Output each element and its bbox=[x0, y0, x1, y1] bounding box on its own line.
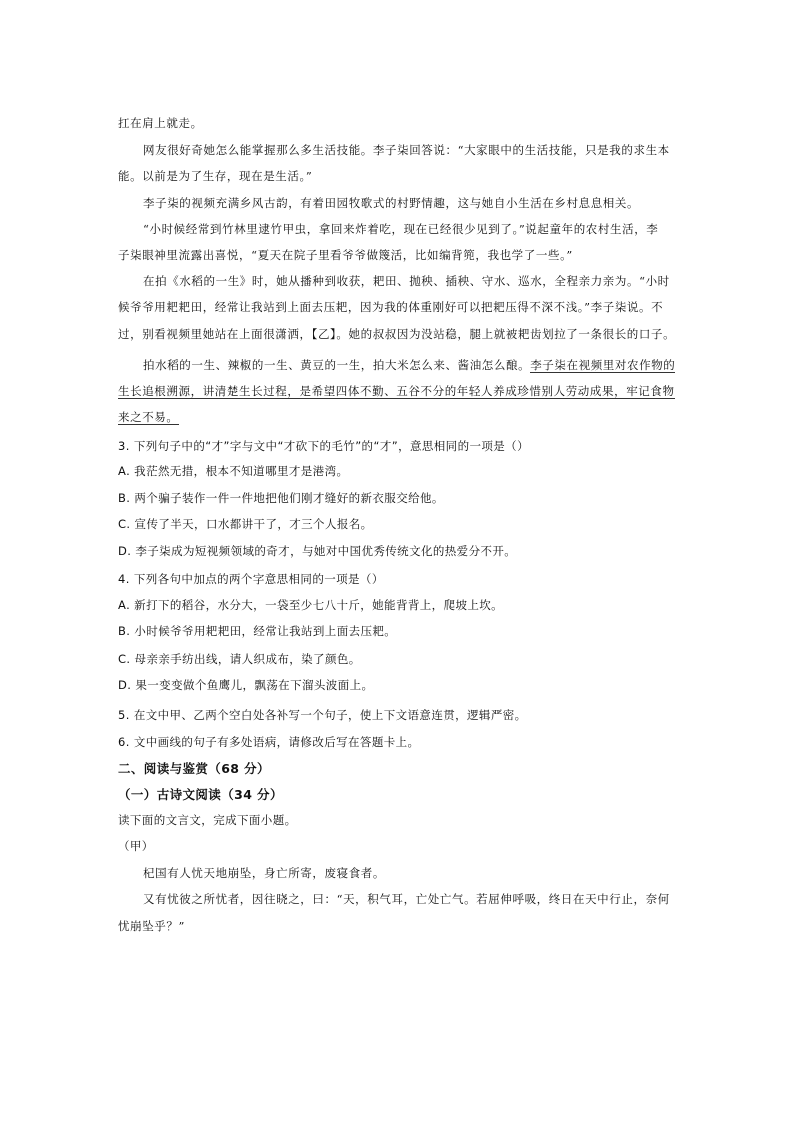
option-3a: A. 我茫然无措，根本不知道哪里才是港湾。 bbox=[118, 464, 349, 478]
underlined-sentence: 李子柒在视频里对农作物的 bbox=[530, 358, 676, 372]
passage-line bbox=[118, 382, 678, 400]
passage-line bbox=[143, 356, 678, 374]
option-4c: C. 母亲亲手纺出线，请人织成布，染了颜色。 bbox=[118, 652, 361, 666]
question-3: 3. 下列句子中的“才”字与文中“才砍下的毛竹”的“才”，意思相同的一项是（） bbox=[118, 439, 529, 453]
passage-line bbox=[118, 408, 678, 426]
question-6: 6. 文中画线的句子有多处语病，请修改后写在答题卡上。 bbox=[118, 735, 420, 749]
passage-line: “小时候经常到竹林里逮竹甲虫，拿回来炸着吃，现在已经很少见到了。”说起童年的农村生活，李 bbox=[143, 222, 659, 236]
subsection-title: （一）古诗文阅读（34 分） bbox=[118, 787, 283, 802]
option-4a: A. 新打下的稻谷，水分大，一袋至少七八十斤，她能背背上，爬坡上坎。 bbox=[118, 598, 504, 612]
question-4: 4. 下列各句中加点的两个字意思相同的一项是（） bbox=[118, 572, 384, 586]
passage-line: 过，别看视频里她站在上面很潇洒，【乙】。她的叔叔因为没站稳，腿上就被耙齿划拉了一条很长的口子。 bbox=[118, 327, 676, 341]
instruction: 读下面的文言文，完成下面小题。 bbox=[118, 813, 297, 827]
passage-line: 子柒眼神里流露出喜悦，“夏天在院子里看爷爷做篾活，比如编背篼，我也学了一些。” bbox=[118, 248, 573, 262]
passage-line: 李子柒的视频充满乡风古韵，有着田园牧歌式的村野情趣，这与她自小生活在乡村息息相关。 bbox=[143, 196, 640, 210]
classical-line: 又有忧彼之所忧者，因往晓之，曰：“天，积气耳，亡处亡气。若屈伸呼吸，终日在天中行止，奈何 bbox=[143, 892, 670, 906]
passage-text: 拍水稻的一生、辣椒的一生、黄豆的一生，拍大米怎么来、酱油怎么酿。 bbox=[143, 358, 531, 372]
option-4d: D. 果一变变做个鱼鹰儿，飘荡在下溜头波面上。 bbox=[118, 678, 374, 692]
passage-line: 候爷爷用耙耙田，经常让我站到上面去压耙，因为我的体重刚好可以把耙压得不深不浅。”李子柒说。不 bbox=[118, 300, 664, 314]
option-3c: C. 宣传了半天，口水都讲干了，才三个人报名。 bbox=[118, 517, 373, 531]
option-4b: B. 小时候爷爷用耙耙田，经常让我站到上面去压耙。 bbox=[118, 624, 397, 638]
option-3d: D. 李子柒成为短视频领域的奇才，与她对中国优秀传统文化的热爱分不开。 bbox=[118, 544, 517, 558]
text-label-jia: （甲） bbox=[118, 839, 154, 853]
classical-line: 忧崩坠乎？” bbox=[118, 919, 185, 933]
option-3b: B. 两个骗子装作一件一件地把他们刚才缝好的新衣服交给他。 bbox=[118, 491, 444, 505]
passage-line: 能。以前是为了生存，现在是生活。” bbox=[118, 169, 313, 183]
passage-line: 在拍《水稻的一生》时，她从播种到收获，耙田、抛秧、插秧、守水、巡水，全程亲力亲为。“小时 bbox=[143, 274, 670, 288]
classical-line: 杞国有人忧天地崩坠，身亡所寄，废寝食者。 bbox=[143, 866, 385, 880]
underlined-sentence: 来之不易。 bbox=[118, 410, 179, 424]
question-5: 5. 在文中甲、乙两个空白处各补写一个句子，使上下文语意连贯，逻辑严密。 bbox=[118, 708, 527, 722]
passage-line: 扛在肩上就走。 bbox=[118, 116, 203, 130]
passage-line: 网友很好奇她怎么能掌握那么多生活技能。李子柒回答说：“大家眼中的生活技能，只是我的求生本 bbox=[143, 143, 670, 157]
section-title: 二、阅读与鉴赏（68 分） bbox=[118, 761, 270, 776]
underlined-sentence: 生长追根溯源，讲清楚生长过程，是希望四体不勤、五谷不分的年轻人养成珍惜别人劳动成果，牢记食物 bbox=[118, 384, 675, 398]
